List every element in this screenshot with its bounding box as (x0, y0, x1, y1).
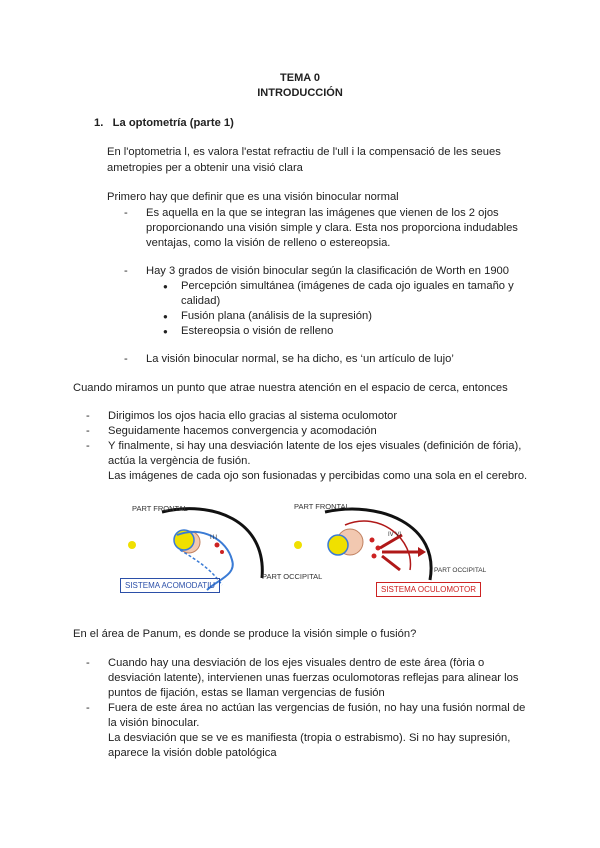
section-heading: 1. La optometría (parte 1) (94, 117, 234, 129)
bullet-item: ● Estereopsia o visión de relleno (181, 325, 333, 337)
paragraph-line: En el área de Panum, es donde se produce la visión simple o fusión? (73, 628, 417, 640)
paragraph-line: ametropies per a obtenir una visió clara (107, 162, 303, 174)
list-item-continuation: actúa la vergència de fusión. (108, 455, 251, 467)
list-item: - Es aquella en la que se integran las imágenes que vienen de los 2 ojos (146, 207, 499, 219)
list-item-continuation: puntos de fijación, estas se llaman vergencias de fusión (108, 687, 385, 699)
list-item: - Seguidamente hacemos convergencia y acomodación (108, 425, 377, 437)
part-frontal-label-right: PART FRONTAL (294, 502, 350, 511)
fixation-point (128, 541, 136, 549)
list-item: - Hay 3 grados de visión binocular según la clasificación de Worth en 1900 (146, 265, 509, 277)
list-item: - La visión binocular normal, se ha dicho, es ‘un artículo de lujo’ (146, 353, 454, 365)
page-title: TEMA 0 (280, 72, 320, 84)
roman-labels-left: III (210, 535, 219, 541)
caption-oculomotor-system: SISTEMA OCULOMOTOR (376, 582, 481, 597)
list-item: - Y finalmente, si hay una desviación latente de los ejes visuales (definición de fória), (108, 440, 521, 452)
list-item-continuation: la visión binocular. (108, 717, 200, 729)
list-item-continuation: ventajas, como la visión de relleno o estereopsia. (146, 237, 391, 249)
fixation-point (294, 541, 302, 549)
caption-accommodative-system: SISTEMA ACOMODATIU (120, 578, 220, 593)
bullet-item-continuation: calidad) (181, 295, 221, 307)
part-occipital-label-left: PART OCCIPITAL (262, 572, 323, 581)
page-subtitle: INTRODUCCIÓN (257, 87, 343, 99)
list-item: - Dirigimos los ojos hacia ello gracias al sistema oculomotor (108, 410, 397, 422)
list-item-continuation: La desviación que se ve es manifiesta (tropia o estrabismo). Si no hay supresión, (108, 732, 511, 744)
paragraph-line: Cuando miramos un punto que atrae nuestra atención en el espacio de cerca, entonces (73, 382, 508, 394)
arrow-head (418, 547, 426, 557)
eye-right (328, 535, 348, 555)
list-item: - Fuera de este área no actúan las vergencias de fusión, no hay una fusión normal de (108, 702, 525, 714)
arrow (382, 556, 400, 570)
list-item-continuation: Las imágenes de cada ojo son fusionadas y percibidas como una sola en el cerebro. (108, 470, 528, 482)
list-item-continuation: aparece la visión doble patológica (108, 747, 277, 759)
roman-labels-right: IV VI (388, 532, 402, 538)
list-item-continuation: desviación latente), intervienen unas fuerzas oculomotoras reflejas para alinear los (108, 672, 519, 684)
bullet-item: ● Fusión plana (análisis de la supresión) (181, 310, 372, 322)
list-item-continuation: proporcionando una visión simple y clara. Esta nos proporciona indudables (146, 222, 518, 234)
paragraph-line: En l'optometria l, es valora l'estat refractiu de l'ull i la compensació de les seues (107, 146, 501, 158)
bullet-item: ● Percepción simultánea (imágenes de cada ojo iguales en tamaño y (181, 280, 514, 292)
list-item: - Cuando hay una desviación de los ejes visuales dentro de este área (fòria o (108, 657, 484, 669)
paragraph-line: Primero hay que definir que es una visión binocular normal (107, 191, 399, 203)
part-occipital-label-right: PART OCCIPITAL (434, 567, 487, 574)
part-frontal-label-left: PART FRONTAL (132, 504, 188, 513)
